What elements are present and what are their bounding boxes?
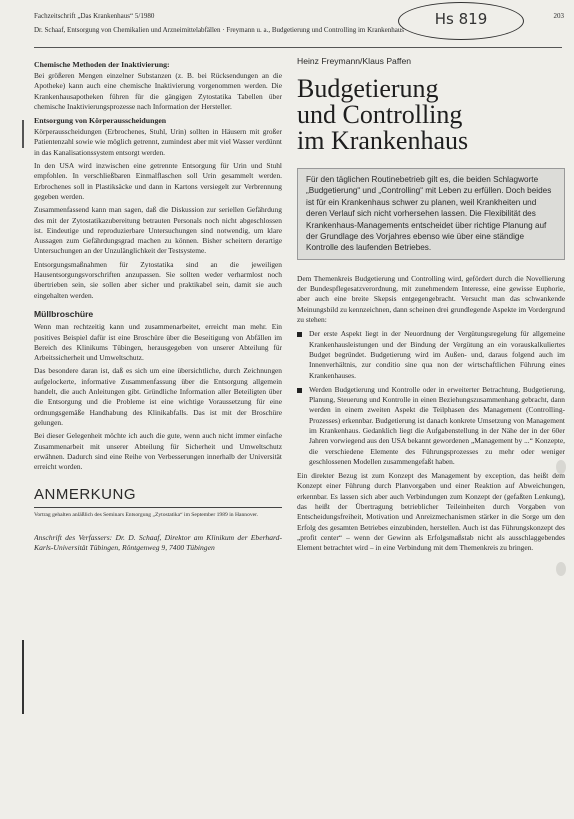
list-item <box>297 385 565 467</box>
archive-stamp <box>398 2 524 40</box>
author-address: Anschrift des Verfassers: Dr. D. Schaaf, Direktor am Klinikum der Eberhard-Karls-Universität Tübingen, Röntgenweg 9, 7400 Tübingen <box>34 532 282 552</box>
paragraph: Wenn man rechtzeitig kann und zusammenarbeitet, erreicht man mehr. Ein positives Beispiel dafür ist eine Broschüre über die Beseitigung von Abfällen im Bereich des Klinikums Tübingen, herausgegeben von unserer Abteilung für Arbeitssicherheit und Umweltschutz. <box>34 322 282 363</box>
stamp-text: Hs 819 <box>434 10 488 28</box>
notes-rule <box>34 507 282 508</box>
paragraph: Bei größeren Mengen einzelner Substanzen (z. B. bei Rücksendungen an die Apotheke) kann auch eine chemische Inaktivierung vorgenommen werden. Die Krankenhausapotheken führen für die gängigen Zytostatika Tabellen über chemische Inaktivierungsprozesse nach Information der Hersteller. <box>34 71 282 111</box>
paragraph: Entsorgungsmaßnahmen für Zytostatika sind an die jeweiligen Hausentsorgungsvorschriften anzupassen. Sie sollten weder verharmlost noch übertrieben sein, sie sollen aber sicher und praktikabel sein, damit sie auch eingehalten werden. <box>34 259 282 300</box>
title-line: Budgetierung <box>297 74 439 103</box>
section-heading: Entsorgung von Körperausscheidungen <box>34 116 167 126</box>
journal-name: Fachzeitschrift „Das Krankenhaus“ 5/1980 <box>34 12 155 20</box>
list-item-text: Werden Budgetierung und Kontrolle oder in erweiterter Betrachtung, Budgetierung, Planung, Steuerung und Kontrolle in einen Beziehungszusammenhang gebracht, dann werden in einem zweiten Aspekt die Teilphasen des Management (Controlling-Prozesses) erkennbar. Budgetierung ist danach konkrete Umsetzung von Management im Krankenhaus. Gedanklich liegt die Aufgabenstellung in der Nähe der in der 60er Jahren vorwiegend aus den USA bekannt gewordenen „Management by ...“ Konzepte, die verschiedene Elemente des Führungsprozesses zu mehr oder weniger geschlossenen Modellen zusammengefaßt haben. <box>309 384 565 466</box>
paragraph: Bei dieser Gelegenheit möchte ich auch die gute, wenn auch nicht immer einfache Zusammenarbeit mit unserer Abteilung für Sicherheit und Umweltschutz erwähnen. Dadurch sind eine Reihe von Verbesserungen innerhalb der Universität erreicht worden. <box>34 431 282 472</box>
running-subline: Dr. Schaaf, Entsorgung von Chemikalien und Arzneimittelabfällen · Freymann u. a., Budgetierung und Controlling im Krankenhaus <box>34 26 405 34</box>
paragraph: Das besondere daran ist, daß es sich um eine übersichtliche, durch Zeichnungen aufgelockerte, informative Zusammenfassung über die Entsorgung allgemein handelt, die auch Anleitungen gibt. Gründliche Information aller Beteiligten über die Entsorgung und die Probleme ist eine wichtige Voraussetzung für eine ordnungsgemäße Handhabung des Klinikabfalls. Das ist mit der Broschüre gelungen. <box>34 366 282 427</box>
title-line: und Controlling <box>297 100 463 129</box>
footnote: Vortrag gehalten anläßlich des Seminars Entsorgung „Zytostatika“ im September 1989 in Hannover. <box>34 511 259 518</box>
paragraph: Zusammenfassend kann man sagen, daß die Diskussion zur seriellen Gefährdung des mit der Zytostatikazubereitung betrauten Personals noch nicht abgeschlossen ist. Eindeutige und reproduzierbare Untersuchungen sind notwendig, um klare Aussagen zum Gefährdungsgrad machen zu können. Bisher scheitern derartige Untersuchungen an der Unzulänglichkeit der Testsysteme. <box>34 205 282 256</box>
section-heading: Chemische Methoden der Inaktivierung: <box>34 60 170 69</box>
header-rule <box>34 47 562 48</box>
left-column <box>34 56 282 816</box>
list-item <box>297 329 565 380</box>
title-line: im Krankenhaus <box>297 126 469 155</box>
list-item-text: Der erste Aspekt liegt in der Neuordnung der Vergütungsregelung für allgemeine Krankenhausleistungen und der Bindung der Vergütung an ein vorauskalkuliertes Budget begründet. Budgetierung wird im Außen- und, daraus folgend auch im Innenverhältnis, zur conditio sine qua non der wirtschaftlichen Führung eines Krankenhauses. <box>309 329 565 380</box>
bullet-icon <box>297 332 302 337</box>
section-heading: Müllbroschüre <box>34 308 94 319</box>
aspect-list <box>297 329 565 467</box>
bullet-icon <box>297 388 302 393</box>
paragraph: Dem Themenkreis Budgetierung und Controlling wird, gefördert durch die Novellierung der Bundespflegesatzverordnung, mit zunehmendem Interesse, eine gewisse Euphorie, aber auch eine breite Skepsis entgegengebracht. Versucht man das schwankende Meinungsbild zu kennzeichnen, dann scheinen drei grundlegende Aspekte im Vordergrund zu stehen: <box>297 273 565 325</box>
paragraph: Körperausscheidungen (Erbrochenes, Stuhl, Urin) sollten in Häusern mit großer Patientenzahl sowie wie möglich getrennt, zumindest aber mit viel Wasser verdünnt in das Kanalisationssystem entsorgt werden. <box>34 127 282 157</box>
paragraph: In den USA wird inzwischen eine getrennte Entsorgung für Urin und Stuhl empfohlen. In verschließbaren Einmalflaschen soll Urin gesammelt werden. Erbrochenes soll in Plastiksäcke und dann in Kartons versiegelt zur Verbrennung gegeben werden. <box>34 161 282 201</box>
notes-heading: ANMERKUNG <box>34 486 137 504</box>
article-abstract: Für den täglichen Routinebetrieb gilt es, die beiden Schlagworte „Budgetierung“ und „Controlling“ mit Leben zu erfüllen. Doch beides ist für ein Krankenhaus schwer zu planen, weil Krankheiten und deren Verlauf sich nicht vorhersehen lassen. Die Flexibilität des Krankenhaus-Managements entscheidet über richtige Planung auf der Grundlage des Vorjahres ebenso wie über eine ständige Kontrolle des laufenden Betriebes. <box>297 168 565 260</box>
article-authors: Heinz Freymann/Klaus Paffen <box>297 56 412 66</box>
margin-mark <box>22 120 24 148</box>
article-body <box>297 274 565 554</box>
article-title <box>297 76 565 154</box>
right-column <box>297 56 565 816</box>
paragraph: Ein direkter Bezug ist zum Konzept des Management by exception, das heißt dem Konzept einer Führung durch Planvorgaben und einer Reaktion auf Abweichungen, erkennbar. Es lassen sich aber auch Verbindungen zum Konzept der (gefaßten Lenkung), das heißt der Übertragung betrieblicher Teileinheiten durch Vorgaben von Entscheidungsfreiheit, Motivation und Anreizmechanismen stärker in die Sorge um den Erfolg des gesamten Betriebes einzubinden, herstellen. Auch ist das Führungskonzept des „profit center“ – wenn der Gewinn als Erfolgsmaßstab nicht als ausschlaggebendes Element betrachtet wird – in eine Verbindung mit dem Themenkreis zu bringen. <box>297 471 565 553</box>
margin-mark-lower <box>22 640 24 714</box>
page-number: 203 <box>553 12 564 20</box>
